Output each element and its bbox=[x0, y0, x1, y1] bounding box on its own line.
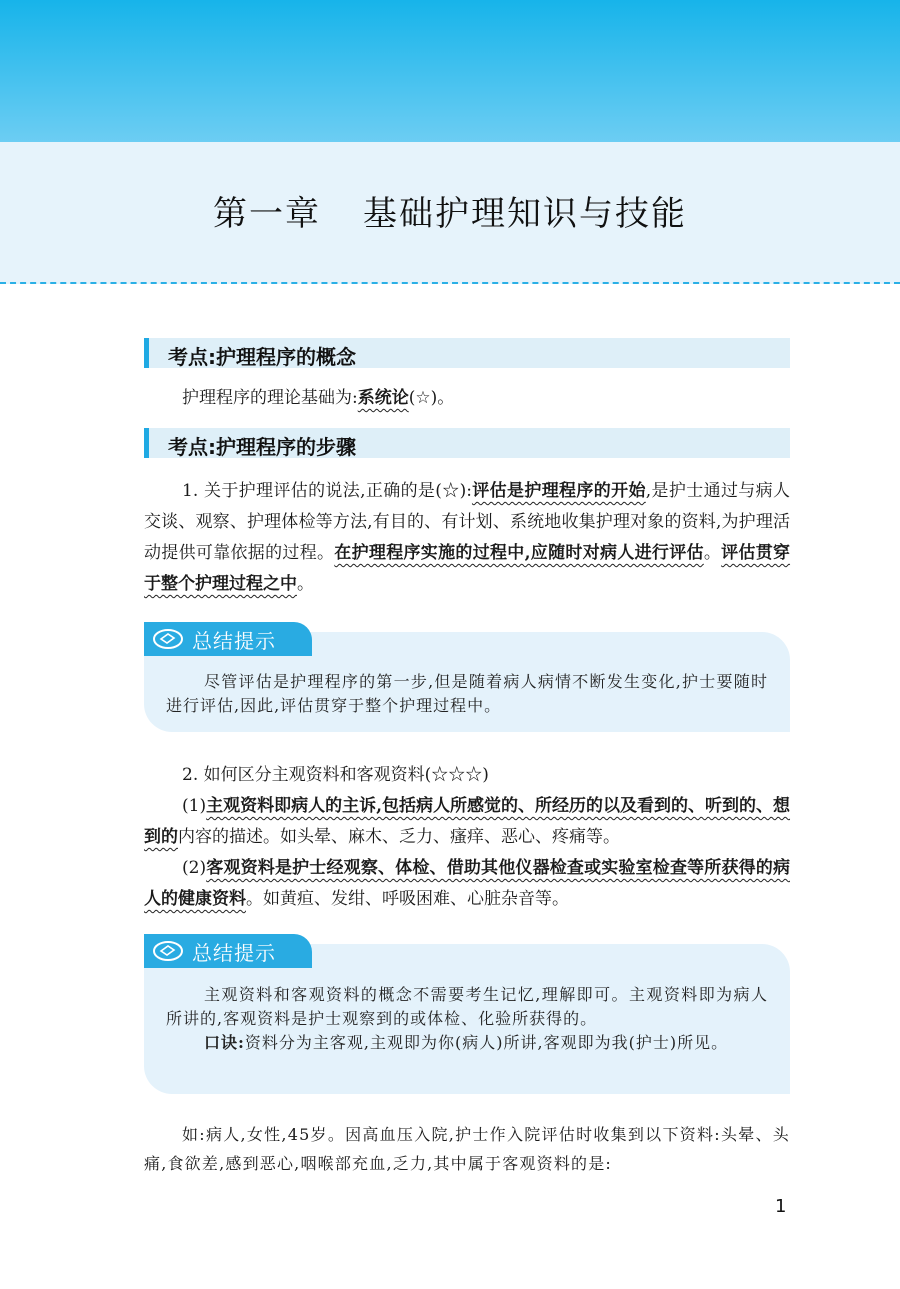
question-1-paragraph bbox=[144, 476, 790, 600]
question-2-item-1 bbox=[144, 791, 790, 853]
item-1-key-point: 主观资料即病人的主诉,包括病人所感觉的、所经历的以及看到的、听到的、想到的 bbox=[144, 796, 791, 847]
chapter-name: 基础护理知识与技能 bbox=[363, 194, 687, 234]
item-1-number: (1) bbox=[182, 796, 207, 816]
header-band bbox=[0, 0, 900, 142]
chapter-title bbox=[0, 186, 900, 235]
item-2-number: (2) bbox=[182, 858, 207, 878]
page-number: 1 bbox=[775, 1196, 787, 1217]
summary-tip-text-2 bbox=[166, 983, 768, 1055]
chapter-number: 第一章 bbox=[213, 194, 321, 234]
tip1-paragraph: 尽管评估是护理程序的第一步,但是随着病人病情不断发生变化,护士要随时进行评估,因此,评估贯穿于整个护理过程中。 bbox=[166, 672, 768, 715]
question-2-item-2 bbox=[144, 853, 790, 915]
section-heading-text: 考点:护理程序的概念 bbox=[168, 345, 356, 369]
item-2-key-point: 客观资料是护士经观察、体检、借助其他仪器检查或实验室检查等所获得的病人的健康资料 bbox=[144, 858, 790, 909]
mnemonic-label: 口诀: bbox=[204, 1033, 245, 1052]
q1-intro: 1. 关于护理评估的说法,正确的是(☆): bbox=[182, 481, 472, 501]
mnemonic-text: 资料分为主客观,主观即为你(病人)所讲,客观即为我(护士)所见。 bbox=[244, 1033, 729, 1052]
summary-tip-tab-2 bbox=[144, 934, 312, 968]
summary-tip-text-1 bbox=[166, 670, 768, 718]
note-icon bbox=[152, 628, 184, 654]
q1-key-point-2: 在护理程序实施的过程中,应随时对病人进行评估 bbox=[334, 543, 704, 563]
q1-key-point-1: 评估是护理程序的开始 bbox=[471, 481, 646, 501]
q1-body: ,是护士通过与病人交谈、观察、护理体检等方法,有目的、有计划、系统地收集护理对象的资料,为护理活动提供可靠依据的过程。 bbox=[144, 481, 790, 563]
item-2-text: 。如黄疸、发绀、呼吸困难、心脏杂音等。 bbox=[246, 889, 569, 909]
q1-end: 。 bbox=[297, 574, 314, 594]
tip2-paragraph-1: 主观资料和客观资料的概念不需要考生记忆,理解即可。主观资料即为病人所讲的,客观资料是护士观察到的或体检、化验所获得的。 bbox=[166, 985, 768, 1028]
section-heading-steps bbox=[144, 428, 790, 458]
section-heading-text: 考点:护理程序的步骤 bbox=[168, 435, 356, 459]
q1-key-point-3: 评估贯穿于整个护理过程之中 bbox=[144, 543, 791, 594]
question-2-title: 2. 如何区分主观资料和客观资料(☆☆☆) bbox=[182, 765, 489, 785]
summary-tip-tab-1 bbox=[144, 622, 312, 656]
summary-tip-label: 总结提示 bbox=[192, 941, 276, 965]
key-term-systems-theory: 系统论 bbox=[357, 388, 409, 408]
summary-tip-label: 总结提示 bbox=[192, 629, 276, 653]
concept-paragraph bbox=[144, 383, 790, 414]
section-heading-concept bbox=[144, 338, 790, 368]
concept-text: 护理程序的理论基础为: bbox=[182, 388, 358, 408]
note-icon bbox=[152, 940, 184, 966]
concept-text-end: (☆)。 bbox=[408, 388, 455, 408]
item-1-text: 内容的描述。如头晕、麻木、乏力、瘙痒、恶心、疼痛等。 bbox=[178, 827, 620, 847]
tip2-paragraph-2 bbox=[166, 1031, 768, 1055]
example-question: 如:病人,女性,45岁。因高血压入院,护士作入院评估时收集到以下资料:头晕、头痛,食欲差,感到恶心,咽喉部充血,乏力,其中属于客观资料的是: bbox=[144, 1125, 790, 1173]
q1-sep: 。 bbox=[703, 543, 722, 563]
